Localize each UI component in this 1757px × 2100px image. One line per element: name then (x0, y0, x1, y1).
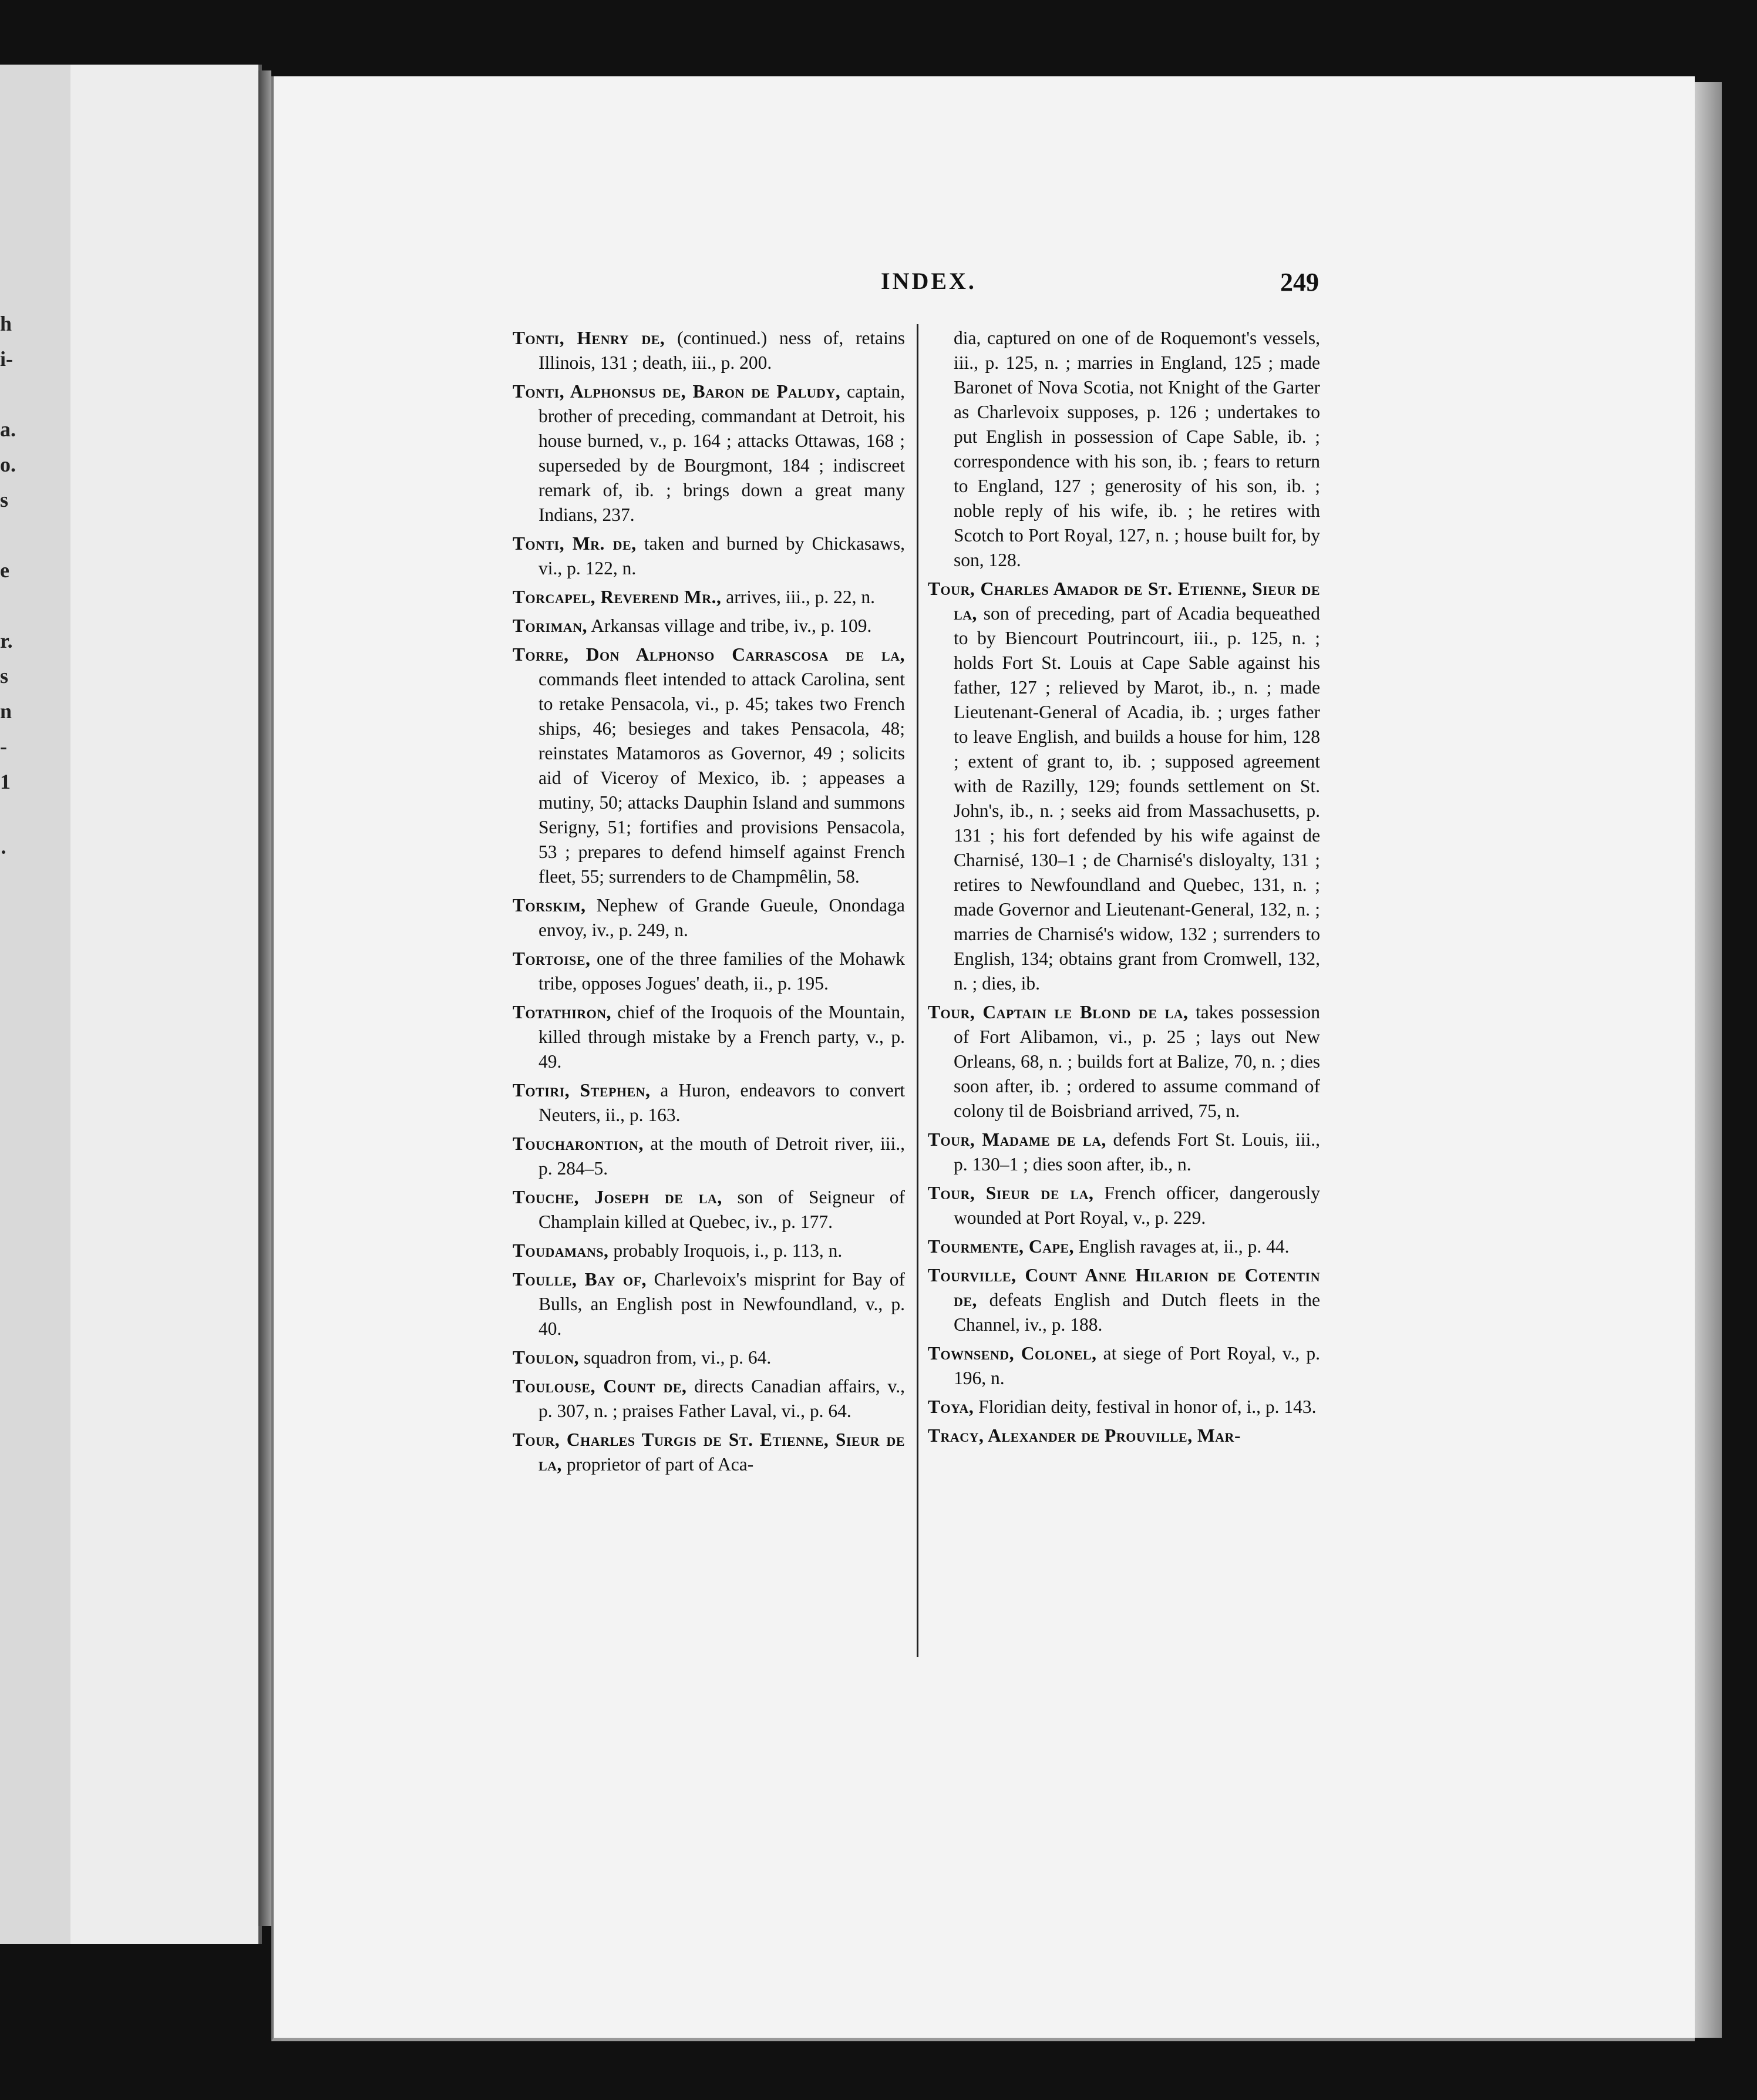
entry-headword: Toudamans, (513, 1240, 609, 1261)
edge-fragment (0, 805, 23, 840)
entry-text: dia, captured on one of de Roquemont's vessels, iii., p. 125, n. ; marries in England, 125 ; made Baronet of Nova Scotia, not Knight of the Garter as Charlevoix supposes, p. 126 ; undertakes to put English in possession of Cape Sable, ib. ; correspondence with his son, ib. ; fears to return to England, 127 ; generosity of his son, ib. ; noble reply of his wife, ib. ; he retires with Scotch to Port Royal, 127, n. ; house built for, by son, 128. (954, 328, 1320, 570)
entry-headword: Toucharontion, (513, 1133, 644, 1154)
entry-text: defends Fort St. Louis, iii., p. 130–1 ; dies soon after, ib., n. (954, 1129, 1321, 1174)
entry-headword: Tracy, Alexander de Prouville, Mar- (928, 1425, 1241, 1446)
facing-page (0, 65, 262, 1944)
entry-text: (continued.) ness of, retains Illinois, 131 ; death, iii., p. 200. (538, 328, 905, 373)
edge-fragment: s (0, 488, 9, 511)
edge-fragment: a. (0, 418, 16, 441)
index-entry (513, 1078, 905, 1128)
index-entry (928, 1263, 1320, 1337)
entry-headword: Tourville, Count Anne Hilarion de Cotentin de, (928, 1265, 1320, 1310)
entry-text: commands fleet intended to attack Carolina, sent to retake Pensacola, vi., p. 45; takes two French ships, 46; besieges and takes Pensacola, 48; reinstates Matamoros as Governor, 49 ; solicits aid of Viceroy of Mexico, ib. ; appeases a mutiny, 50; attacks Dauphin Island and summons Serigny, 51; fortifies and provisions Pensacola, 53 ; prepares to defend himself against French fleet, 55; surrenders to de Champmêlin, 58. (538, 669, 905, 887)
entry-headword: Torskim, (513, 895, 586, 916)
page-number: 249 (1280, 268, 1319, 297)
book-gutter (258, 70, 271, 1926)
index-entry (928, 326, 1320, 573)
edge-fragment: s (0, 664, 9, 688)
entry-headword: Toulle, Bay of, (513, 1269, 647, 1290)
entry-headword: Tour, Captain le Blond de la, (928, 1002, 1189, 1022)
edge-fragment: - (0, 735, 7, 758)
entry-text: at the mouth of Detroit river, iii., p. 284–5. (538, 1133, 905, 1179)
edge-fragment: e (0, 558, 9, 582)
page-edge-shadow (1692, 82, 1722, 2038)
index-entry (513, 642, 905, 889)
entry-headword: Tour, Charles Amador de St. Etienne, Sieur de la, (928, 578, 1320, 624)
entry-headword: Toulouse, Count de, (513, 1376, 687, 1396)
entry-headword: Tonti, Alphonsus de, Baron de Paludy, (513, 381, 841, 402)
entry-headword: Townsend, Colonel, (928, 1343, 1097, 1364)
index-entry (513, 614, 905, 638)
index-entry (513, 585, 905, 610)
entry-headword: Toya, (928, 1396, 974, 1417)
edge-fragment: n (0, 699, 12, 723)
entry-text: a Huron, endeavors to convert Neuters, ii., p. 163. (538, 1080, 905, 1125)
running-head-title: INDEX. (881, 268, 977, 294)
entry-text: taken and burned by Chickasaws, vi., p. 122, n. (538, 533, 905, 578)
index-entry (513, 1428, 905, 1477)
entry-headword: Totathiron, (513, 1002, 612, 1022)
entry-text: one of the three families of the Mohawk tribe, opposes Jogues' death, ii., p. 195. (538, 948, 905, 994)
entry-headword: Tour, Charles Turgis de St. Etienne, Sieur de la, (513, 1429, 905, 1475)
edge-fragment: o. (0, 453, 16, 476)
entry-headword: Tonti, Henry de, (513, 328, 665, 348)
index-entry (513, 1374, 905, 1423)
entry-text: directs Canadian affairs, v., p. 307, n. ; praises Father Laval, vi., p. 64. (538, 1376, 905, 1421)
index-entry (928, 1395, 1320, 1419)
edge-fragment: · (0, 840, 8, 864)
index-entry (513, 947, 905, 996)
entry-headword: Tour, Sieur de la, (928, 1183, 1094, 1203)
edge-fragment: r. (0, 629, 13, 652)
index-entry (513, 1185, 905, 1234)
entry-text: takes possession of Fort Alibamon, vi., p. 25 ; lays out New Orleans, 68, n. ; builds fort at Balize, 70, n. ; dies soon after, ib. ; ordered to assume command of colony til de Boisbriand arrived, 75, n. (954, 1002, 1320, 1121)
index-entry (513, 1239, 905, 1263)
index-entry (928, 1234, 1320, 1259)
facing-page-text-fragments (0, 311, 23, 910)
index-entry (513, 893, 905, 943)
edge-fragment: i- (0, 347, 13, 371)
entry-headword: Toriman, (513, 615, 587, 636)
entry-text: proprietor of part of Aca- (561, 1454, 754, 1475)
index-entry (928, 1000, 1320, 1123)
entry-text: English ravages at, ii., p. 44. (1073, 1236, 1290, 1257)
entry-text: chief of the Iroquois of the Mountain, killed through mistake by a French party, v., p. 49. (538, 1002, 905, 1072)
entry-headword: Tortoise, (513, 948, 591, 969)
index-entry (928, 1423, 1320, 1448)
entry-text: Floridian deity, festival in honor of, i., p. 143. (974, 1396, 1317, 1417)
entry-headword: Touche, Joseph de la, (513, 1187, 722, 1207)
edge-fragment (0, 523, 23, 558)
index-column-left (513, 326, 905, 1481)
entry-headword: Torre, Don Alphonso Carrascosa de la, (513, 644, 905, 665)
index-entry (513, 379, 905, 527)
entry-text: Arkansas village and tribe, iv., p. 109. (587, 615, 872, 636)
edge-fragment (0, 382, 23, 417)
index-entry (513, 326, 905, 375)
entry-text: defeats English and Dutch fleets in the Channel, iv., p. 188. (954, 1290, 1320, 1335)
index-entry (513, 1345, 905, 1370)
entry-text: son of Seigneur of Champlain killed at Quebec, iv., p. 177. (538, 1187, 905, 1232)
entry-text: squadron from, vi., p. 64. (579, 1347, 772, 1368)
index-entry (513, 1000, 905, 1074)
column-rule (917, 324, 918, 1657)
index-entry (513, 1132, 905, 1181)
entry-headword: Tour, Madame de la, (928, 1129, 1106, 1150)
entry-headword: Tonti, Mr. de, (513, 533, 637, 554)
entry-text: at siege of Port Royal, v., p. 196, n. (954, 1343, 1321, 1388)
entry-text: French officer, dangerously wounded at Port Royal, v., p. 229. (954, 1183, 1320, 1228)
entry-headword: Toulon, (513, 1347, 580, 1368)
entry-headword: Tourmente, Cape, (928, 1236, 1074, 1257)
entry-text: Charlevoix's misprint for Bay of Bulls, an English post in Newfoundland, v., p. 40. (538, 1269, 905, 1339)
entry-headword: Torcapel, Reverend Mr., (513, 587, 722, 607)
edge-fragment (0, 875, 23, 910)
entry-headword: Totiri, Stephen, (513, 1080, 651, 1101)
entry-text: son of preceding, part of Acadia bequeathed to by Biencourt Poutrincourt, iii., p. 125, n. ; holds Fort St. Louis at Cape Sable against his father, 127 ; relieved by Marot, ib., n. ; made Lieutenant-General of Acadia, ib. ; urges father to leave English, and builds a house for him, 128 ; extent of grant to, ib. ; supposed agreement with de Razilly, 129; founds settlement on St. John's, ib., n. ; seeks aid from Massachusetts, p. 131 ; his fort defended by his wife against de Charnisé, 130–1 ; de Charnisé's disloyalty, 131 ; retires to Newfoundland and Quebec, 131, n. ; made Governor and Lieutenant-General, 132, n. ; marries de Charnisé's widow, 132 ; surrenders to English, 134; obtains grant from Cromwell, 132, n. ; dies, ib. (954, 603, 1320, 994)
entry-text: arrives, iii., p. 22, n. (721, 587, 875, 607)
edge-fragment: 1 (0, 770, 11, 793)
index-entry (513, 531, 905, 581)
index-column-right (928, 326, 1320, 1452)
entry-text: probably Iroquois, i., p. 113, n. (608, 1240, 843, 1261)
entry-text: Nephew of Grande Gueule, Onondaga envoy, iv., p. 249, n. (538, 895, 905, 940)
index-entry (928, 1341, 1320, 1391)
edge-fragment: h (0, 312, 12, 335)
index-entry (928, 1128, 1320, 1177)
index-entry (513, 1267, 905, 1341)
edge-fragment (0, 593, 23, 628)
entry-text: captain, brother of preceding, commandant at Detroit, his house burned, v., p. 164 ; attacks Ottawas, 168 ; superseded by de Bourgmont, 184 ; indiscreet remark of, ib. ; brings down a great many Indians, 237. (538, 381, 905, 525)
index-entry (928, 577, 1320, 996)
index-entry (928, 1181, 1320, 1230)
